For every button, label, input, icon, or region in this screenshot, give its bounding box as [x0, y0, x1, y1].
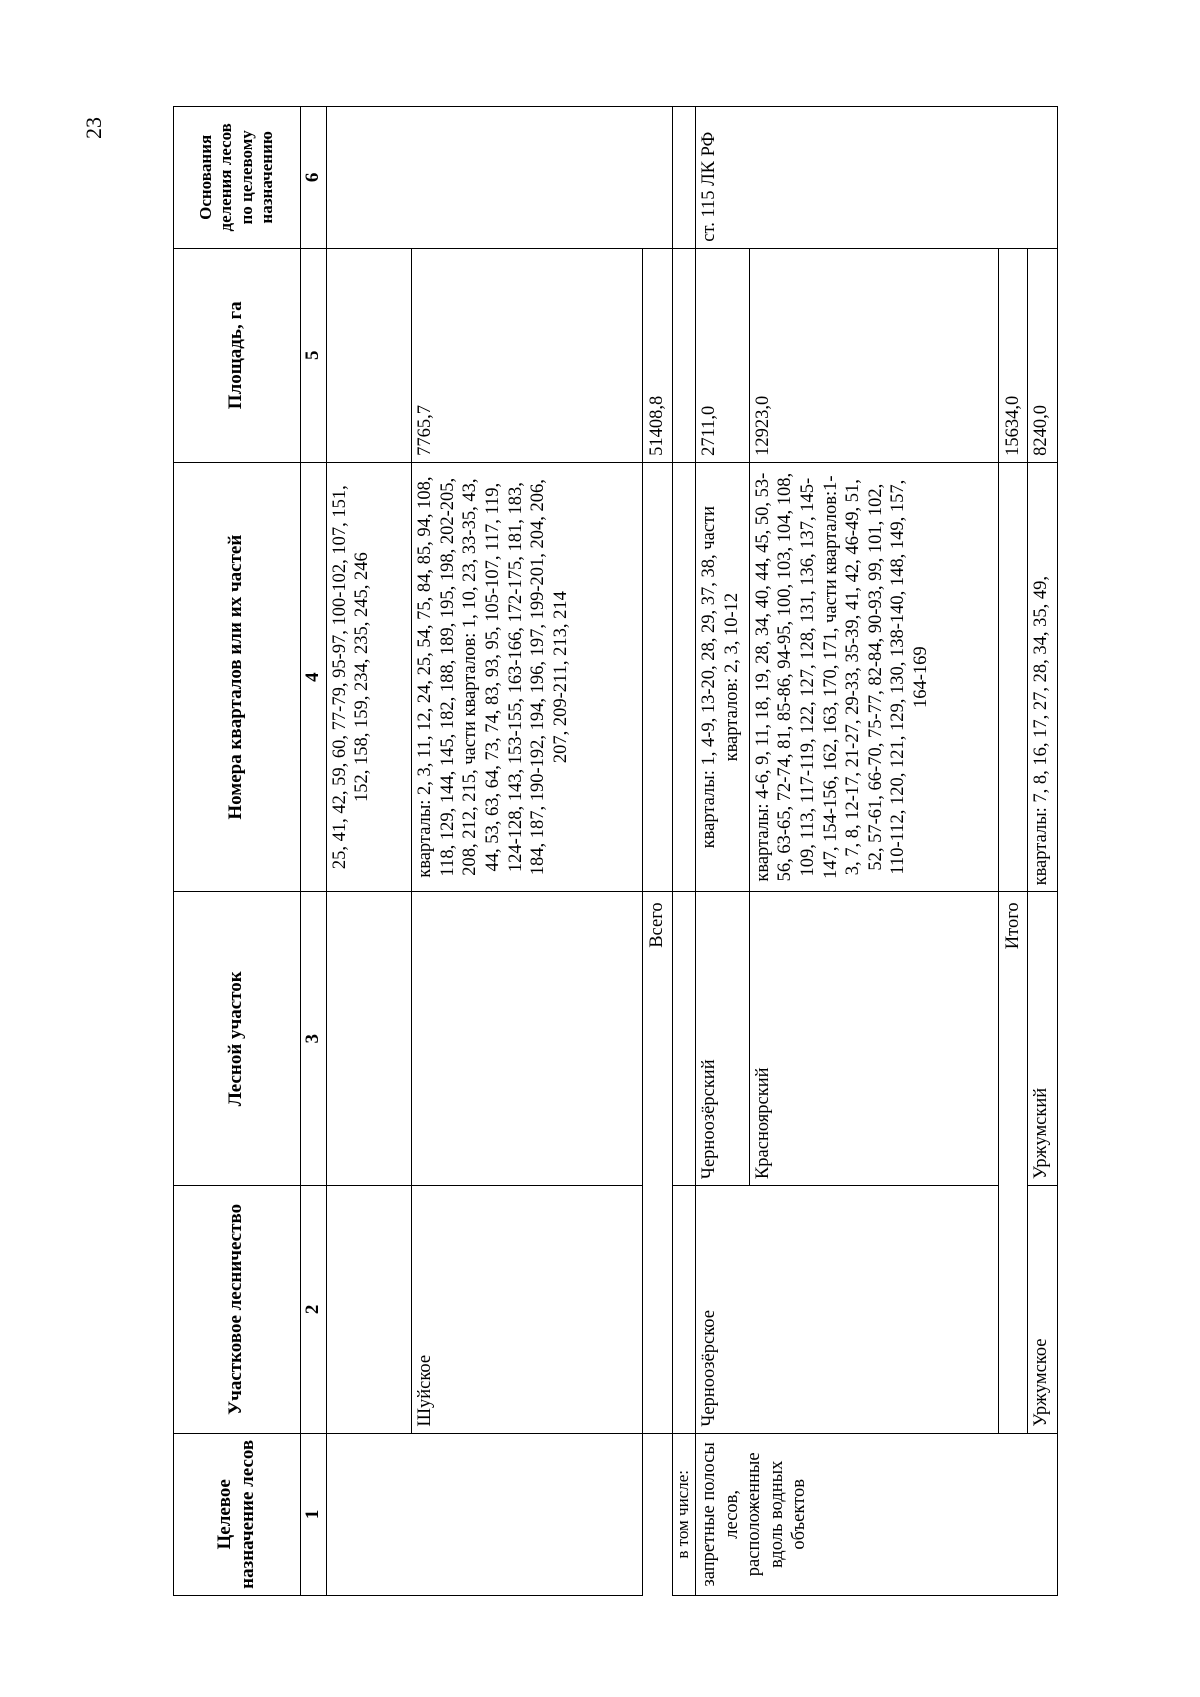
column-number: 2: [300, 1186, 326, 1434]
site-cell-empty: [672, 892, 696, 1186]
basis-cell: ст. 115 ЛК РФ: [696, 107, 1058, 249]
header-area: Площадь, га: [174, 248, 301, 462]
table-row-including: [672, 107, 696, 1596]
table-row-urzhumskoe: [1028, 107, 1058, 1596]
header-forestry: Участковое лесничество: [174, 1186, 301, 1434]
purpose-cell-empty: [642, 1433, 672, 1595]
area-cell-empty: [672, 248, 696, 462]
quarters-cell: кварталы: 7, 8, 16, 17, 27, 28, 34, 35, 49,: [1028, 462, 1058, 892]
column-number: 6: [300, 107, 326, 249]
area-cell: 12923,0: [749, 248, 998, 462]
basis-cell-empty: [326, 107, 672, 249]
column-number-row: [300, 107, 326, 1596]
forestry-cell: Уржумское: [1028, 1186, 1058, 1434]
header-forest-site: Лесной участок: [174, 892, 301, 1186]
quarters-cell: кварталы: 4-6, 9, 11, 18, 19, 28, 34, 40, 44, 45, 50, 53-56, 63-65, 72-74, 81, 85-86, 94-95, 100, 103, 104, 108, 109, 113, 117-119, 122, 127, 128, 131, 136, 137, 145-147, 154-156, 162, 163, 170, 171, части кварталов:1-3, 7, 8, 12-17, 21-27, 29-33, 35-39, 41, 42, 46-49, 51, 52, 57-61, 66-70, 75-77, 82-84, 90-93, 99, 101, 102, 110-112, 120, 121, 129, 130, 138-140, 148, 149, 157, 164-169: [749, 462, 998, 892]
area-cell: 7765,7: [412, 248, 643, 462]
header-basis: Основания деления лесов по целевому назначению: [174, 107, 301, 249]
site-cell: Черноозёрский: [696, 892, 750, 1186]
table-row-shuyskoe: [412, 107, 643, 1596]
page-number: 23: [81, 117, 106, 139]
header-quarters: Номера кварталов или их частей: [174, 462, 301, 892]
header-purpose: Целевое назначение лесов: [174, 1433, 301, 1595]
forest-purpose-table: [173, 106, 1058, 1596]
area-cell: 8240,0: [1028, 248, 1058, 462]
total-label: Всего: [642, 892, 672, 1433]
column-number: 4: [300, 462, 326, 892]
site-cell-empty: [412, 892, 643, 1186]
site-cell: Уржумский: [1028, 892, 1058, 1186]
subtotal-label: Итого: [998, 892, 1028, 1433]
forestry-cell: Шуйское: [412, 1186, 643, 1434]
table-row-continued: [326, 107, 412, 1596]
area-cell-empty: [326, 248, 412, 462]
quarters-cell: кварталы: 1, 4-9, 13-20, 28, 29, 37, 38, части кварталов: 2, 3, 10-12: [696, 462, 750, 892]
quarters-cell: 25, 41, 42, 59, 60, 77-79, 95-97, 100-102, 107, 151, 152, 158, 159, 234, 235, 245, 246: [326, 462, 412, 892]
table-row-total: [642, 107, 672, 1596]
basis-cell-empty: [672, 107, 696, 249]
quarters-cell-empty: [998, 462, 1028, 892]
table-row-chernoozersky: [696, 107, 750, 1596]
header-row: [174, 107, 301, 1596]
including-label: в том числе:: [672, 1433, 696, 1595]
column-number: 3: [300, 892, 326, 1186]
area-cell: 2711,0: [696, 248, 750, 462]
forest-purpose-table-container: [173, 106, 1058, 1596]
purpose-cell-empty: [326, 1433, 642, 1595]
column-number: 1: [300, 1433, 326, 1595]
site-cell: Красноярский: [749, 892, 998, 1186]
quarters-cell-empty: [642, 462, 672, 892]
subtotal-area: 15634,0: [998, 248, 1028, 462]
forestry-cell-empty: [672, 1186, 696, 1434]
column-number: 5: [300, 248, 326, 462]
quarters-cell-empty: [672, 462, 696, 892]
total-area: 51408,8: [642, 248, 672, 462]
site-cell-empty: [326, 892, 412, 1186]
quarters-cell: кварталы: 2, 3, 11, 12, 24, 25, 54, 75, 84, 85, 94, 108, 118, 129, 144, 145, 182, 188, 189, 195, 198, 202-205, 208, 212, 215, части кварталов: 1, 10, 23, 33-35, 43, 44, 53, 63, 64, 73, 74, 83, 93, 95, 105-107, 117, 119, 124-128, 143, 153-155, 163-166, 172-175, 181, 183, 184, 187, 190-192, 194, 196, 197, 199-201, 204, 206, 207, 209-211, 213, 214: [412, 462, 643, 892]
purpose-cell: запретные полосы лесов, расположенные вдоль водных объектов: [696, 1433, 1058, 1595]
forestry-cell-empty: [326, 1186, 412, 1434]
forestry-cell: Черноозёрское: [696, 1186, 999, 1434]
table-row-subtotal: [998, 107, 1028, 1596]
